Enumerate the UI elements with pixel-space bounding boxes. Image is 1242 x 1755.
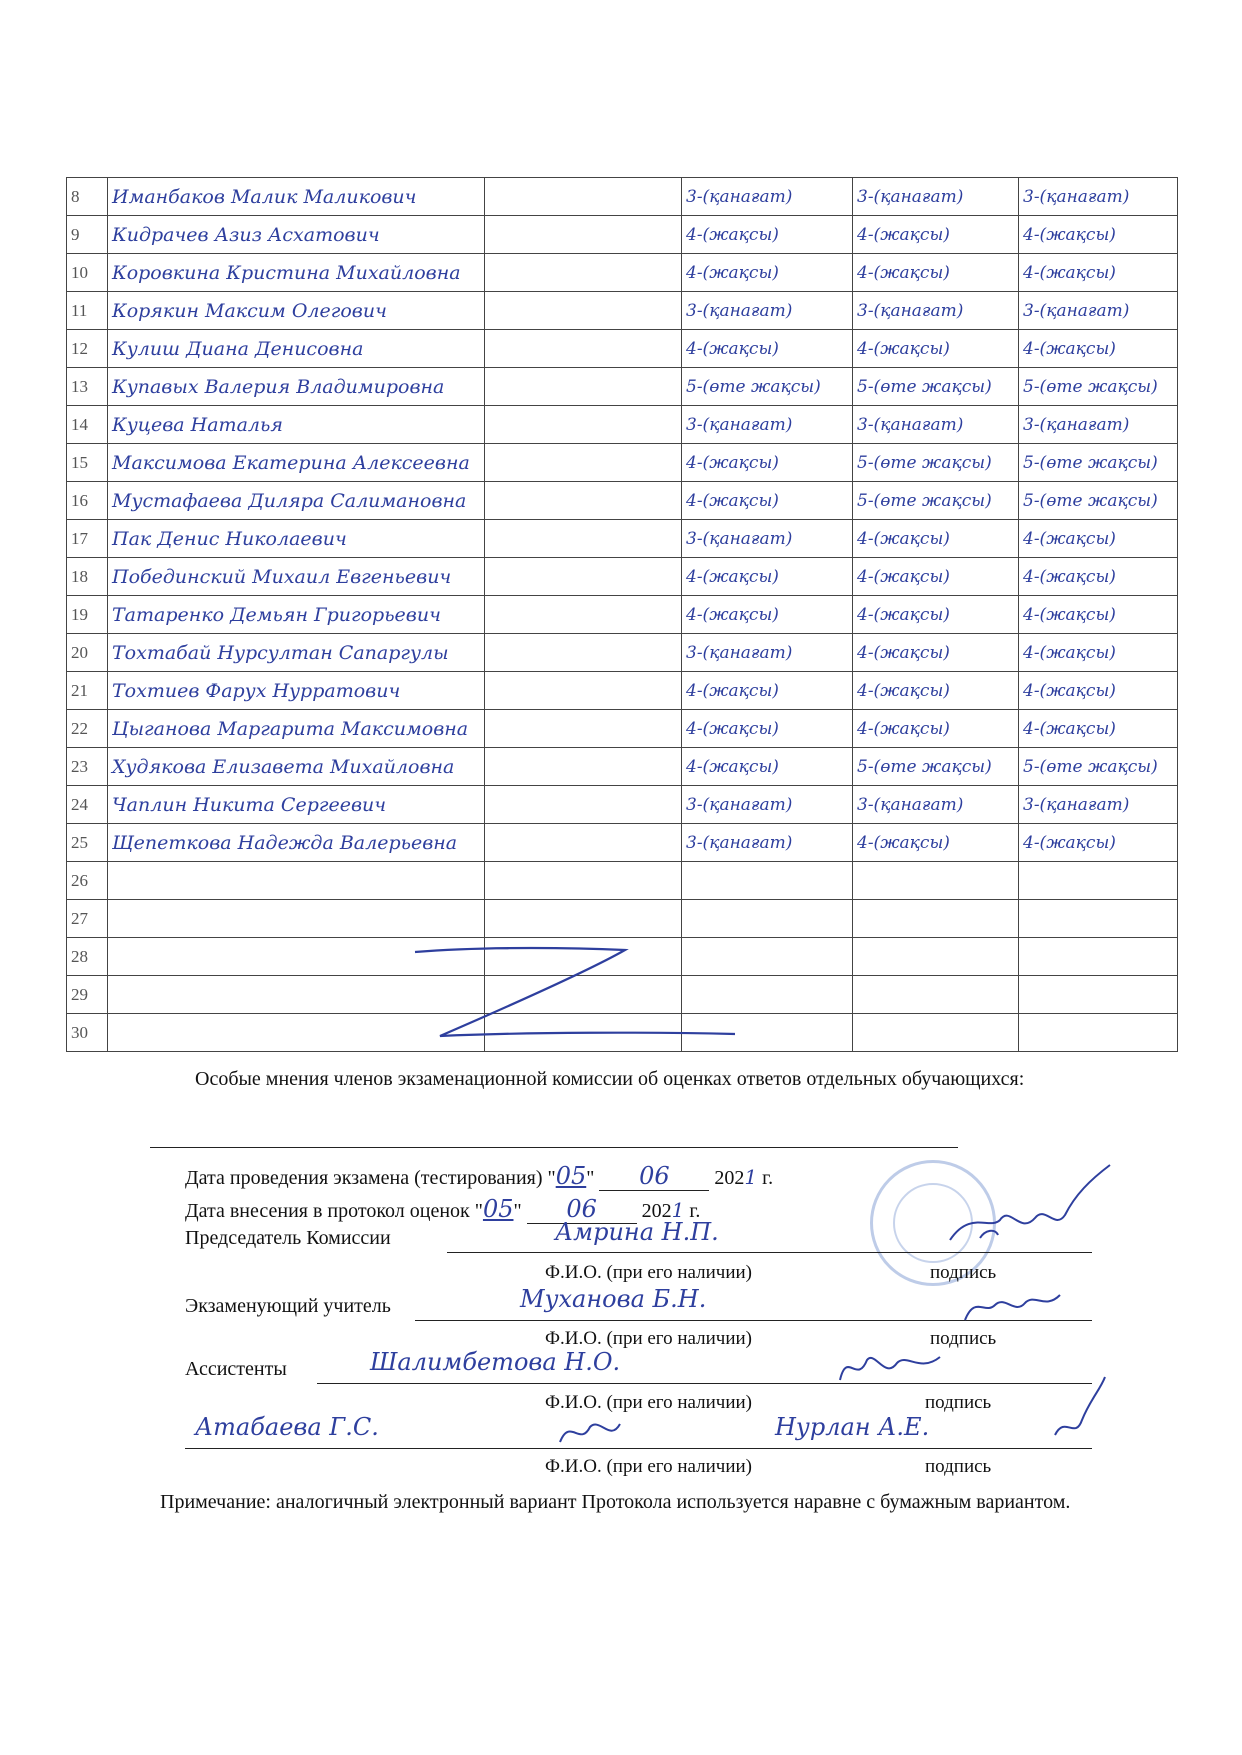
grades-table — [66, 177, 1178, 1052]
grade-1 — [682, 900, 853, 938]
blank-cell — [485, 824, 682, 862]
row-number: 12 — [67, 330, 108, 368]
grade-1: 5-(өте жақсы) — [682, 368, 853, 406]
row-number: 19 — [67, 596, 108, 634]
row-number: 29 — [67, 976, 108, 1014]
assistant-1-name: Шалимбетова Н.О. — [370, 1348, 621, 1376]
row-number: 22 — [67, 710, 108, 748]
grade-2: 3-(қанағат) — [853, 786, 1019, 824]
grade-3 — [1019, 900, 1178, 938]
table-row — [67, 444, 1178, 482]
row-number: 28 — [67, 938, 108, 976]
grade-1: 4-(жақсы) — [682, 330, 853, 368]
exam-date-year-hand: 1 — [744, 1165, 758, 1189]
table-row — [67, 520, 1178, 558]
row-number: 9 — [67, 216, 108, 254]
assistant-2-fio-caption: Ф.И.О. (при его наличии) — [545, 1456, 753, 1477]
exam-date-day: 05 — [555, 1162, 587, 1190]
grade-2: 4-(жақсы) — [853, 824, 1019, 862]
student-name: Щепеткова Надежда Валерьевна — [108, 824, 485, 862]
assistant-1-signature — [835, 1345, 945, 1390]
grade-1: 4-(жақсы) — [682, 254, 853, 292]
assistant-2-sign-caption: подпись — [925, 1456, 992, 1477]
grade-3: 5-(өте жақсы) — [1019, 368, 1178, 406]
grades-table-body — [67, 178, 1178, 1052]
row-number: 23 — [67, 748, 108, 786]
entry-date-year-prefix: 202 — [641, 1200, 672, 1222]
row-number: 21 — [67, 672, 108, 710]
row-number: 11 — [67, 292, 108, 330]
teacher-label: Экзаменующий учитель — [185, 1295, 391, 1317]
table-row — [67, 482, 1178, 520]
grade-1 — [682, 862, 853, 900]
student-name: Куцева Наталья — [108, 406, 485, 444]
table-row — [67, 710, 1178, 748]
chair-name: Амрина Н.П. — [555, 1218, 719, 1246]
grade-3: 4-(жақсы) — [1019, 634, 1178, 672]
grade-2: 4-(жақсы) — [853, 254, 1019, 292]
row-number: 26 — [67, 862, 108, 900]
student-name — [108, 900, 485, 938]
student-name: Тохтабай Нурсултан Сапаргулы — [108, 634, 485, 672]
grade-3: 5-(өте жақсы) — [1019, 482, 1178, 520]
blank-cell — [485, 254, 682, 292]
grade-3: 4-(жақсы) — [1019, 216, 1178, 254]
grade-1: 3-(қанағат) — [682, 406, 853, 444]
grade-2: 4-(жақсы) — [853, 330, 1019, 368]
student-name: Худякова Елизавета Михайловна — [108, 748, 485, 786]
student-name: Коровкина Кристина Михайловна — [108, 254, 485, 292]
table-row — [67, 786, 1178, 824]
row-number: 18 — [67, 558, 108, 596]
exam-date-month: 06 — [599, 1162, 709, 1191]
grade-3 — [1019, 938, 1178, 976]
grade-2: 4-(жақсы) — [853, 710, 1019, 748]
grade-2: 3-(қанағат) — [853, 292, 1019, 330]
grade-1: 4-(жақсы) — [682, 596, 853, 634]
grade-2: 4-(жақсы) — [853, 216, 1019, 254]
assistants-label: Ассистенты — [185, 1358, 287, 1380]
blank-cell — [485, 596, 682, 634]
entry-date-year-hand: 1 — [671, 1198, 685, 1222]
grade-1: 3-(қанағат) — [682, 520, 853, 558]
student-name: Максимова Екатерина Алексеевна — [108, 444, 485, 482]
grade-1: 3-(қанағат) — [682, 292, 853, 330]
teacher-sign-caption: подпись — [930, 1328, 997, 1349]
assistants-rule-2 — [185, 1448, 1092, 1449]
chair-signature — [940, 1160, 1120, 1260]
blank-cell — [485, 482, 682, 520]
grade-3: 4-(жақсы) — [1019, 672, 1178, 710]
table-row — [67, 178, 1178, 216]
exam-date-year-prefix: 202 — [714, 1167, 745, 1189]
row-number: 30 — [67, 1014, 108, 1052]
grade-3: 3-(қанағат) — [1019, 406, 1178, 444]
blank-cell — [485, 406, 682, 444]
grade-1: 4-(жақсы) — [682, 444, 853, 482]
grade-2: 5-(өте жақсы) — [853, 368, 1019, 406]
exam-date-year-suffix: г. — [762, 1167, 774, 1189]
note-text: Примечание: аналогичный электронный вариант Протокола используется наравне с бумажным вариантом. — [160, 1491, 1071, 1513]
grade-2: 5-(өте жақсы) — [853, 444, 1019, 482]
grade-3: 5-(өте жақсы) — [1019, 444, 1178, 482]
grade-1: 4-(жақсы) — [682, 216, 853, 254]
student-name: Тохтиев Фарух Нурратович — [108, 672, 485, 710]
student-name: Чаплин Никита Сергеевич — [108, 786, 485, 824]
assistant-2-name: Атабаева Г.С. — [195, 1413, 379, 1441]
grade-2 — [853, 938, 1019, 976]
grade-3 — [1019, 976, 1178, 1014]
grade-1: 3-(қанағат) — [682, 786, 853, 824]
teacher-fio-caption: Ф.И.О. (при его наличии) — [545, 1328, 753, 1349]
blank-cell — [485, 444, 682, 482]
grade-2: 4-(жақсы) — [853, 520, 1019, 558]
exam-date-label: Дата проведения экзамена (тестирования) " — [185, 1167, 556, 1189]
student-name: Корякин Максим Олегович — [108, 292, 485, 330]
grade-1: 4-(жақсы) — [682, 558, 853, 596]
special-opinions-text: Особые мнения членов экзаменационной комиссии об оценках ответов отдельных обучающихся: — [195, 1068, 1025, 1090]
entry-date-month: 06 — [527, 1195, 637, 1224]
grade-2 — [853, 900, 1019, 938]
student-name: Пак Денис Николаевич — [108, 520, 485, 558]
exam-date-line — [185, 1162, 773, 1191]
grade-2: 5-(өте жақсы) — [853, 748, 1019, 786]
grade-3: 3-(қанағат) — [1019, 178, 1178, 216]
grade-2: 3-(қанағат) — [853, 406, 1019, 444]
assistant-1-fio-caption: Ф.И.О. (при его наличии) — [545, 1392, 753, 1413]
student-name: Татаренко Демьян Григорьевич — [108, 596, 485, 634]
grade-3: 4-(жақсы) — [1019, 558, 1178, 596]
grade-2: 4-(жақсы) — [853, 634, 1019, 672]
grade-1: 3-(қанағат) — [682, 824, 853, 862]
table-row — [67, 634, 1178, 672]
assistant-3-name: Нурлан А.Е. — [775, 1413, 930, 1441]
grade-2: 4-(жақсы) — [853, 558, 1019, 596]
grade-1: 3-(қанағат) — [682, 178, 853, 216]
row-number: 10 — [67, 254, 108, 292]
table-row — [67, 862, 1178, 900]
table-row — [67, 824, 1178, 862]
table-row — [67, 254, 1178, 292]
blank-cell — [485, 368, 682, 406]
table-row — [67, 672, 1178, 710]
assistant-2-signature — [555, 1412, 625, 1452]
blank-cell — [485, 900, 682, 938]
row-number: 8 — [67, 178, 108, 216]
blank-cell — [485, 178, 682, 216]
table-row — [67, 216, 1178, 254]
grade-2: 3-(қанағат) — [853, 178, 1019, 216]
teacher-signature — [960, 1285, 1070, 1330]
row-number: 15 — [67, 444, 108, 482]
student-name: Цыганова Маргарита Максимовна — [108, 710, 485, 748]
teacher-name: Муханова Б.Н. — [520, 1285, 707, 1313]
table-row — [67, 406, 1178, 444]
blank-cell — [485, 710, 682, 748]
grade-3: 4-(жақсы) — [1019, 824, 1178, 862]
blank-cell — [485, 634, 682, 672]
table-row — [67, 330, 1178, 368]
grade-2 — [853, 1014, 1019, 1052]
blank-cell — [485, 520, 682, 558]
grade-1: 4-(жақсы) — [682, 748, 853, 786]
student-name: Побединский Михаил Евгеньевич — [108, 558, 485, 596]
grade-1: 4-(жақсы) — [682, 710, 853, 748]
grade-3: 5-(өте жақсы) — [1019, 748, 1178, 786]
exam-date-sep: " — [586, 1167, 595, 1189]
blank-cell — [485, 216, 682, 254]
table-row — [67, 748, 1178, 786]
grade-3: 4-(жақсы) — [1019, 254, 1178, 292]
grade-3: 3-(қанағат) — [1019, 786, 1178, 824]
blank-cell — [485, 292, 682, 330]
student-name: Кидрачев Азиз Асхатович — [108, 216, 485, 254]
blank-cell — [485, 672, 682, 710]
grade-2: 4-(жақсы) — [853, 672, 1019, 710]
row-number: 17 — [67, 520, 108, 558]
entry-date-label: Дата внесения в протокол оценок " — [185, 1200, 483, 1222]
chair-fio-caption: Ф.И.О. (при его наличии) — [545, 1262, 753, 1283]
table-row — [67, 596, 1178, 634]
entry-date-year-suffix: г. — [689, 1200, 701, 1222]
table-row — [67, 292, 1178, 330]
blank-cell — [485, 558, 682, 596]
grade-3: 3-(қанағат) — [1019, 292, 1178, 330]
student-name: Мустафаева Диляра Салимановна — [108, 482, 485, 520]
grade-2 — [853, 976, 1019, 1014]
student-name: Кулиш Диана Денисовна — [108, 330, 485, 368]
cancellation-stroke — [410, 940, 740, 1040]
grade-3 — [1019, 862, 1178, 900]
grade-1: 4-(жақсы) — [682, 672, 853, 710]
blank-cell — [485, 862, 682, 900]
grade-1: 3-(қанағат) — [682, 634, 853, 672]
entry-date-sep: " — [513, 1200, 522, 1222]
grade-2: 4-(жақсы) — [853, 596, 1019, 634]
row-number: 13 — [67, 368, 108, 406]
student-name: Купавых Валерия Владимировна — [108, 368, 485, 406]
chair-sign-caption: подпись — [930, 1262, 997, 1283]
table-row — [67, 368, 1178, 406]
grade-2: 5-(өте жақсы) — [853, 482, 1019, 520]
row-number: 16 — [67, 482, 108, 520]
grade-3: 4-(жақсы) — [1019, 330, 1178, 368]
row-number: 24 — [67, 786, 108, 824]
assistant-3-signature — [1050, 1375, 1110, 1455]
table-row — [67, 900, 1178, 938]
table-row — [67, 558, 1178, 596]
blank-cell — [485, 786, 682, 824]
chair-label: Председатель Комиссии — [185, 1227, 391, 1249]
row-number: 25 — [67, 824, 108, 862]
grade-3: 4-(жақсы) — [1019, 520, 1178, 558]
grade-1: 4-(жақсы) — [682, 482, 853, 520]
grade-3: 4-(жақсы) — [1019, 710, 1178, 748]
assistant-1-sign-caption: подпись — [925, 1392, 992, 1413]
row-number: 14 — [67, 406, 108, 444]
blank-cell — [485, 748, 682, 786]
row-number: 20 — [67, 634, 108, 672]
blank-cell — [485, 330, 682, 368]
entry-date-day: 05 — [482, 1195, 514, 1223]
grade-3: 4-(жақсы) — [1019, 596, 1178, 634]
assistants-rule-1 — [317, 1383, 1092, 1384]
student-name: Иманбаков Малик Маликович — [108, 178, 485, 216]
row-number: 27 — [67, 900, 108, 938]
grade-2 — [853, 862, 1019, 900]
grade-3 — [1019, 1014, 1178, 1052]
opinions-rule — [150, 1147, 958, 1148]
student-name — [108, 862, 485, 900]
